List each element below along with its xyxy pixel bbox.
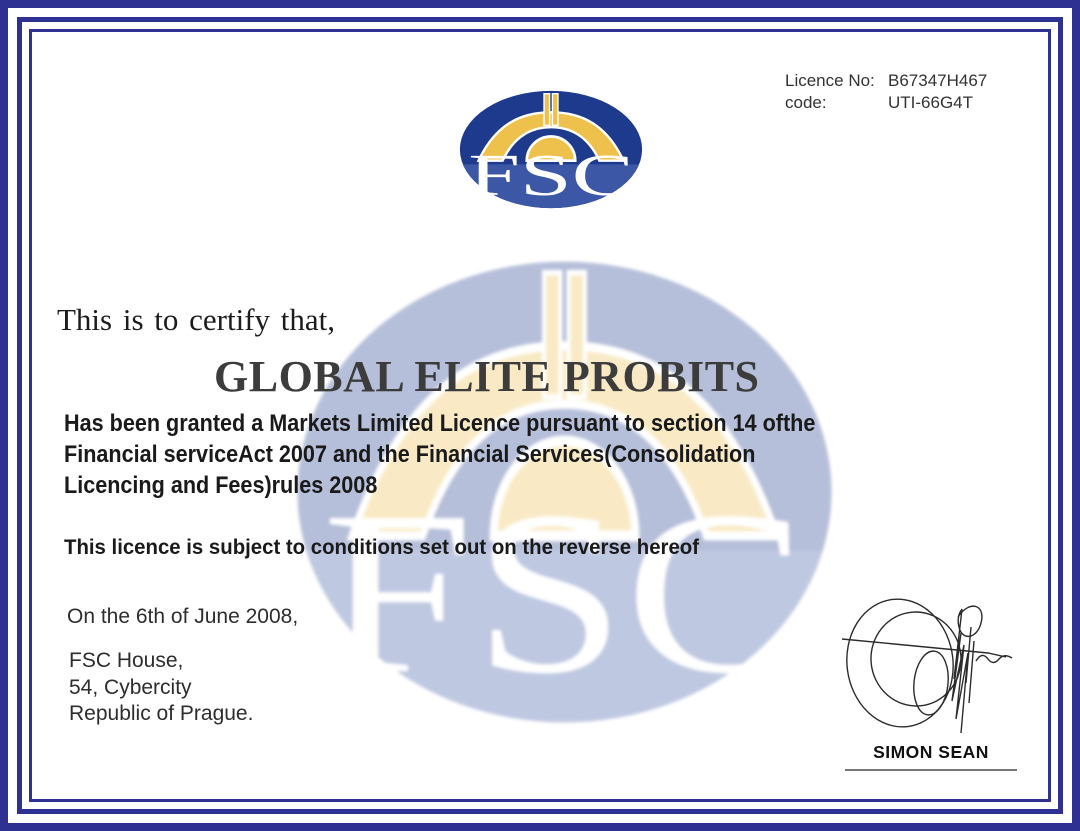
licence-code-value: UTI-66G4T bbox=[888, 93, 974, 112]
licence-code-label: code: bbox=[785, 93, 827, 112]
licence-no-label: Licence No: bbox=[785, 71, 875, 90]
grant-line: Financial serviceAct 2007 and the Financial Services(Consolidation bbox=[64, 441, 756, 468]
signer-name: SIMON SEAN bbox=[873, 742, 989, 762]
fsc-logo bbox=[458, 90, 644, 209]
address-line: Republic of Prague. bbox=[69, 702, 254, 725]
licence-number-row bbox=[785, 70, 987, 92]
licence-no-value: B67347H467 bbox=[888, 71, 988, 90]
address-line: FSC House, bbox=[69, 649, 184, 672]
grant-paragraph bbox=[64, 408, 815, 501]
grant-line: Has been granted a Markets Limited Licence pursuant to section 14 ofthe bbox=[64, 410, 816, 437]
licence-code-row bbox=[785, 92, 987, 114]
licence-block bbox=[785, 70, 987, 114]
grant-line: Licencing and Fees)rules 2008 bbox=[64, 472, 378, 499]
company-name: GLOBAL ELITE PROBITS bbox=[214, 352, 760, 401]
signature-line bbox=[845, 742, 1017, 771]
issuer-address bbox=[69, 648, 253, 728]
conditions-line: This licence is subject to conditions set out on the reverse hereof bbox=[64, 536, 700, 559]
certify-line: This is to certify that, bbox=[57, 302, 336, 337]
address-line: 54, Cybercity bbox=[69, 675, 192, 699]
issue-date: On the 6th of June 2008, bbox=[67, 605, 299, 628]
signature-scribble bbox=[838, 583, 1016, 735]
